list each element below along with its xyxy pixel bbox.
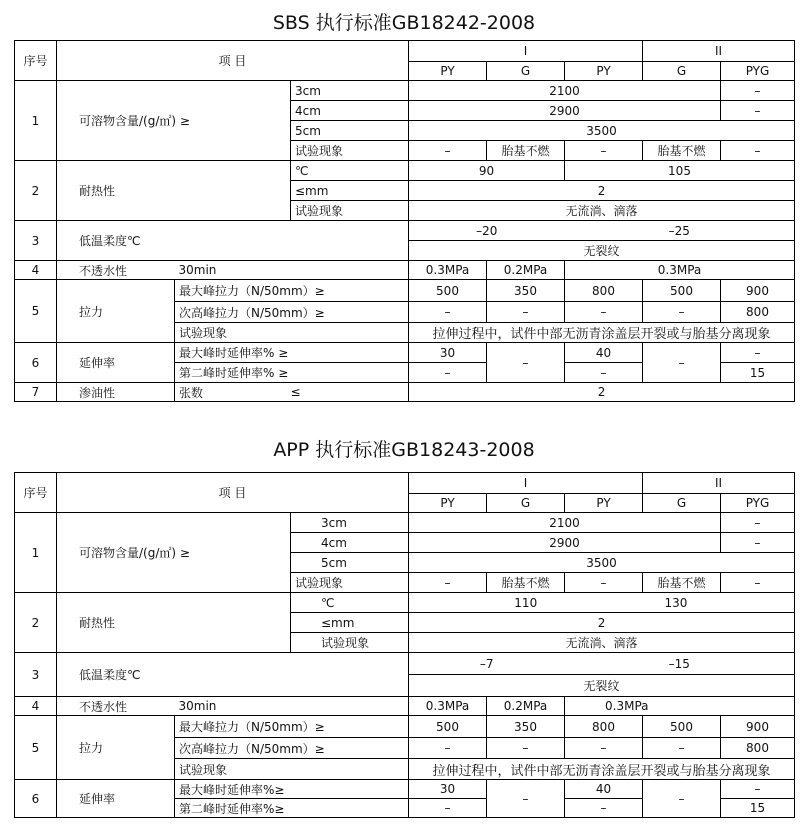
value-cell: –25 <box>565 221 795 241</box>
app-title: APP 执行标准GB18243-2008 <box>273 439 535 461</box>
value-cell: 0.3MPa <box>409 261 487 280</box>
item-name: 不透水性 <box>57 261 175 280</box>
value-cell: 无裂纹 <box>409 675 795 697</box>
sub-item: ≤mm <box>291 613 409 633</box>
header-item: 项 目 <box>57 41 409 81</box>
value-cell: 500 <box>643 280 721 302</box>
item-name: 耐热性 <box>57 593 291 653</box>
value-cell: – <box>721 141 795 161</box>
value-cell: – <box>565 141 643 161</box>
value-cell: – <box>409 799 487 818</box>
sub-item: 5cm <box>291 121 409 141</box>
sub-item: 试验现象 <box>291 633 409 653</box>
value-cell: 拉伸过程中，试件中部无沥青涂盖层开裂或与胎基分离现象 <box>409 759 795 780</box>
header-py: PY <box>565 62 643 81</box>
value-cell: 800 <box>565 280 643 302</box>
value-cell: 500 <box>409 716 487 738</box>
row-number: 4 <box>15 261 57 280</box>
value-cell: 110 <box>409 593 643 613</box>
row-number: 1 <box>15 513 57 593</box>
header-py: PY <box>409 494 487 513</box>
value-cell: –20 <box>409 221 565 241</box>
sub-item: 试验现象 <box>291 573 409 593</box>
value-cell: 2900 <box>409 533 721 553</box>
value-cell: 130 <box>643 593 795 613</box>
value-cell: – <box>565 302 643 323</box>
item-name: 延伸率 <box>57 343 175 383</box>
value-cell: 30 <box>409 780 487 799</box>
value-cell: 胎基不燃 <box>487 141 565 161</box>
app-spec-table <box>14 472 795 818</box>
header-group-1: I <box>409 41 643 62</box>
sub-item: 第二峰时延伸率% ≥ <box>175 363 409 383</box>
sub-item: ℃ <box>291 161 409 181</box>
row-number: 6 <box>15 343 57 383</box>
value-cell: – <box>721 533 795 553</box>
row-number: 5 <box>15 280 57 343</box>
value-cell: – <box>409 738 487 759</box>
header-g: G <box>643 494 721 513</box>
sub-item: 3cm <box>291 81 409 101</box>
sub-item: 试验现象 <box>175 759 409 780</box>
header-group-1: I <box>409 473 643 494</box>
value-cell: 900 <box>721 716 795 738</box>
row-number: 5 <box>15 716 57 780</box>
sub-item-operator: ≤ <box>291 383 409 402</box>
row-number: 2 <box>15 593 57 653</box>
header-pyg: PYG <box>721 62 795 81</box>
value-cell: – <box>487 343 565 383</box>
sub-item: 张数 <box>175 383 291 402</box>
value-cell: 0.3MPa <box>409 697 487 716</box>
header-group-2: II <box>643 41 795 62</box>
value-cell: 350 <box>487 716 565 738</box>
value-cell: 30 <box>409 343 487 363</box>
value-cell: – <box>721 101 795 121</box>
value-cell: 800 <box>721 738 795 759</box>
sub-item: ≤mm <box>291 181 409 201</box>
value-cell: 40 <box>565 343 643 363</box>
value-cell: 2 <box>409 383 795 402</box>
value-cell: – <box>565 799 643 818</box>
item-name: 渗油性 <box>57 383 175 402</box>
value-cell: – <box>643 343 721 383</box>
item-name: 拉力 <box>57 716 175 780</box>
header-g: G <box>487 494 565 513</box>
value-cell: 105 <box>565 161 795 181</box>
header-g: G <box>487 62 565 81</box>
row-number: 2 <box>15 161 57 221</box>
value-cell: – <box>643 738 721 759</box>
value-cell: – <box>409 573 487 593</box>
row-number: 6 <box>15 780 57 818</box>
sub-item: 试验现象 <box>175 323 409 343</box>
sub-item: 30min <box>175 697 409 716</box>
value-cell: –15 <box>565 653 795 675</box>
sub-item: 最大峰拉力（N/50mm）≥ <box>175 716 409 738</box>
value-cell: – <box>487 780 565 818</box>
value-cell: 胎基不燃 <box>487 573 565 593</box>
value-cell: – <box>643 302 721 323</box>
value-cell: 无流淌、滴落 <box>409 633 795 653</box>
value-cell: 无流淌、滴落 <box>409 201 795 221</box>
value-cell: 0.3MPa <box>565 697 795 716</box>
value-cell: 15 <box>721 363 795 383</box>
item-name: 延伸率 <box>57 780 175 818</box>
value-cell: – <box>487 302 565 323</box>
value-cell: 2 <box>409 613 795 633</box>
value-cell: –7 <box>409 653 565 675</box>
sub-item: ℃ <box>291 593 409 613</box>
value-cell: – <box>409 302 487 323</box>
value-cell: 3500 <box>409 121 795 141</box>
value-cell: 2 <box>409 181 795 201</box>
value-cell: 900 <box>721 280 795 302</box>
sub-item: 最大峰时延伸率% ≥ <box>175 343 409 363</box>
sub-item: 最大峰时延伸率%≥ <box>175 780 409 799</box>
value-cell: 3500 <box>409 553 795 573</box>
value-cell: 40 <box>565 780 643 799</box>
value-cell: – <box>565 573 643 593</box>
value-cell: 拉伸过程中，试件中部无沥青涂盖层开裂或与胎基分离现象 <box>409 323 795 343</box>
sub-item: 第二峰时延伸率%≥ <box>175 799 409 818</box>
header-py: PY <box>409 62 487 81</box>
row-number: 3 <box>15 221 57 261</box>
value-cell: 2100 <box>409 513 721 533</box>
item-name: 耐热性 <box>57 161 291 221</box>
value-cell: 15 <box>721 799 795 818</box>
header-py: PY <box>565 494 643 513</box>
header-item: 项 目 <box>57 473 409 513</box>
value-cell: – <box>643 780 721 818</box>
value-cell: 90 <box>409 161 565 181</box>
value-cell: – <box>565 738 643 759</box>
item-name: 低温柔度℃ <box>57 221 409 261</box>
value-cell: 2900 <box>409 101 721 121</box>
sbs-title: SBS 执行标准GB18242-2008 <box>272 12 536 34</box>
value-cell: 350 <box>487 280 565 302</box>
sub-item: 次高峰拉力（N/50mm）≥ <box>175 302 409 323</box>
sub-item: 3cm <box>291 513 409 533</box>
header-group-2: II <box>643 473 795 494</box>
header-no: 序号 <box>15 41 57 81</box>
value-cell: – <box>409 141 487 161</box>
row-number: 7 <box>15 383 57 402</box>
item-name: 可溶物含量/(g/㎡) ≥ <box>57 513 291 593</box>
value-cell: 500 <box>643 716 721 738</box>
item-name: 可溶物含量/(g/㎡) ≥ <box>57 81 291 161</box>
sub-item: 试验现象 <box>291 201 409 221</box>
header-no: 序号 <box>15 473 57 513</box>
row-number: 3 <box>15 653 57 697</box>
row-number: 4 <box>15 697 57 716</box>
value-cell: – <box>721 343 795 363</box>
value-cell: – <box>721 513 795 533</box>
value-cell: 0.2MPa <box>487 261 565 280</box>
sub-item: 4cm <box>291 533 409 553</box>
value-cell: 无裂纹 <box>409 241 795 261</box>
value-cell: 0.3MPa <box>565 261 795 280</box>
value-cell: 800 <box>721 302 795 323</box>
value-cell: 2100 <box>409 81 721 101</box>
sub-item: 最大峰拉力（N/50mm）≥ <box>175 280 409 302</box>
sbs-spec-table <box>14 40 795 402</box>
header-g: G <box>643 62 721 81</box>
sub-item: 30min <box>175 261 409 280</box>
value-cell: – <box>721 573 795 593</box>
value-cell: – <box>487 738 565 759</box>
value-cell: 胎基不燃 <box>643 573 721 593</box>
row-number: 1 <box>15 81 57 161</box>
value-cell: – <box>409 363 487 383</box>
value-cell: 800 <box>565 716 643 738</box>
item-name: 拉力 <box>57 280 175 343</box>
sub-item: 试验现象 <box>291 141 409 161</box>
value-cell: – <box>565 363 643 383</box>
item-name: 低温柔度℃ <box>57 653 409 697</box>
header-pyg: PYG <box>721 494 795 513</box>
value-cell: 胎基不燃 <box>643 141 721 161</box>
value-cell: – <box>721 81 795 101</box>
sub-item: 5cm <box>291 553 409 573</box>
item-name: 不透水性 <box>57 697 175 716</box>
sub-item: 4cm <box>291 101 409 121</box>
value-cell: – <box>721 780 795 799</box>
value-cell: 500 <box>409 280 487 302</box>
sub-item: 次高峰拉力（N/50mm）≥ <box>175 738 409 759</box>
value-cell: 0.2MPa <box>487 697 565 716</box>
